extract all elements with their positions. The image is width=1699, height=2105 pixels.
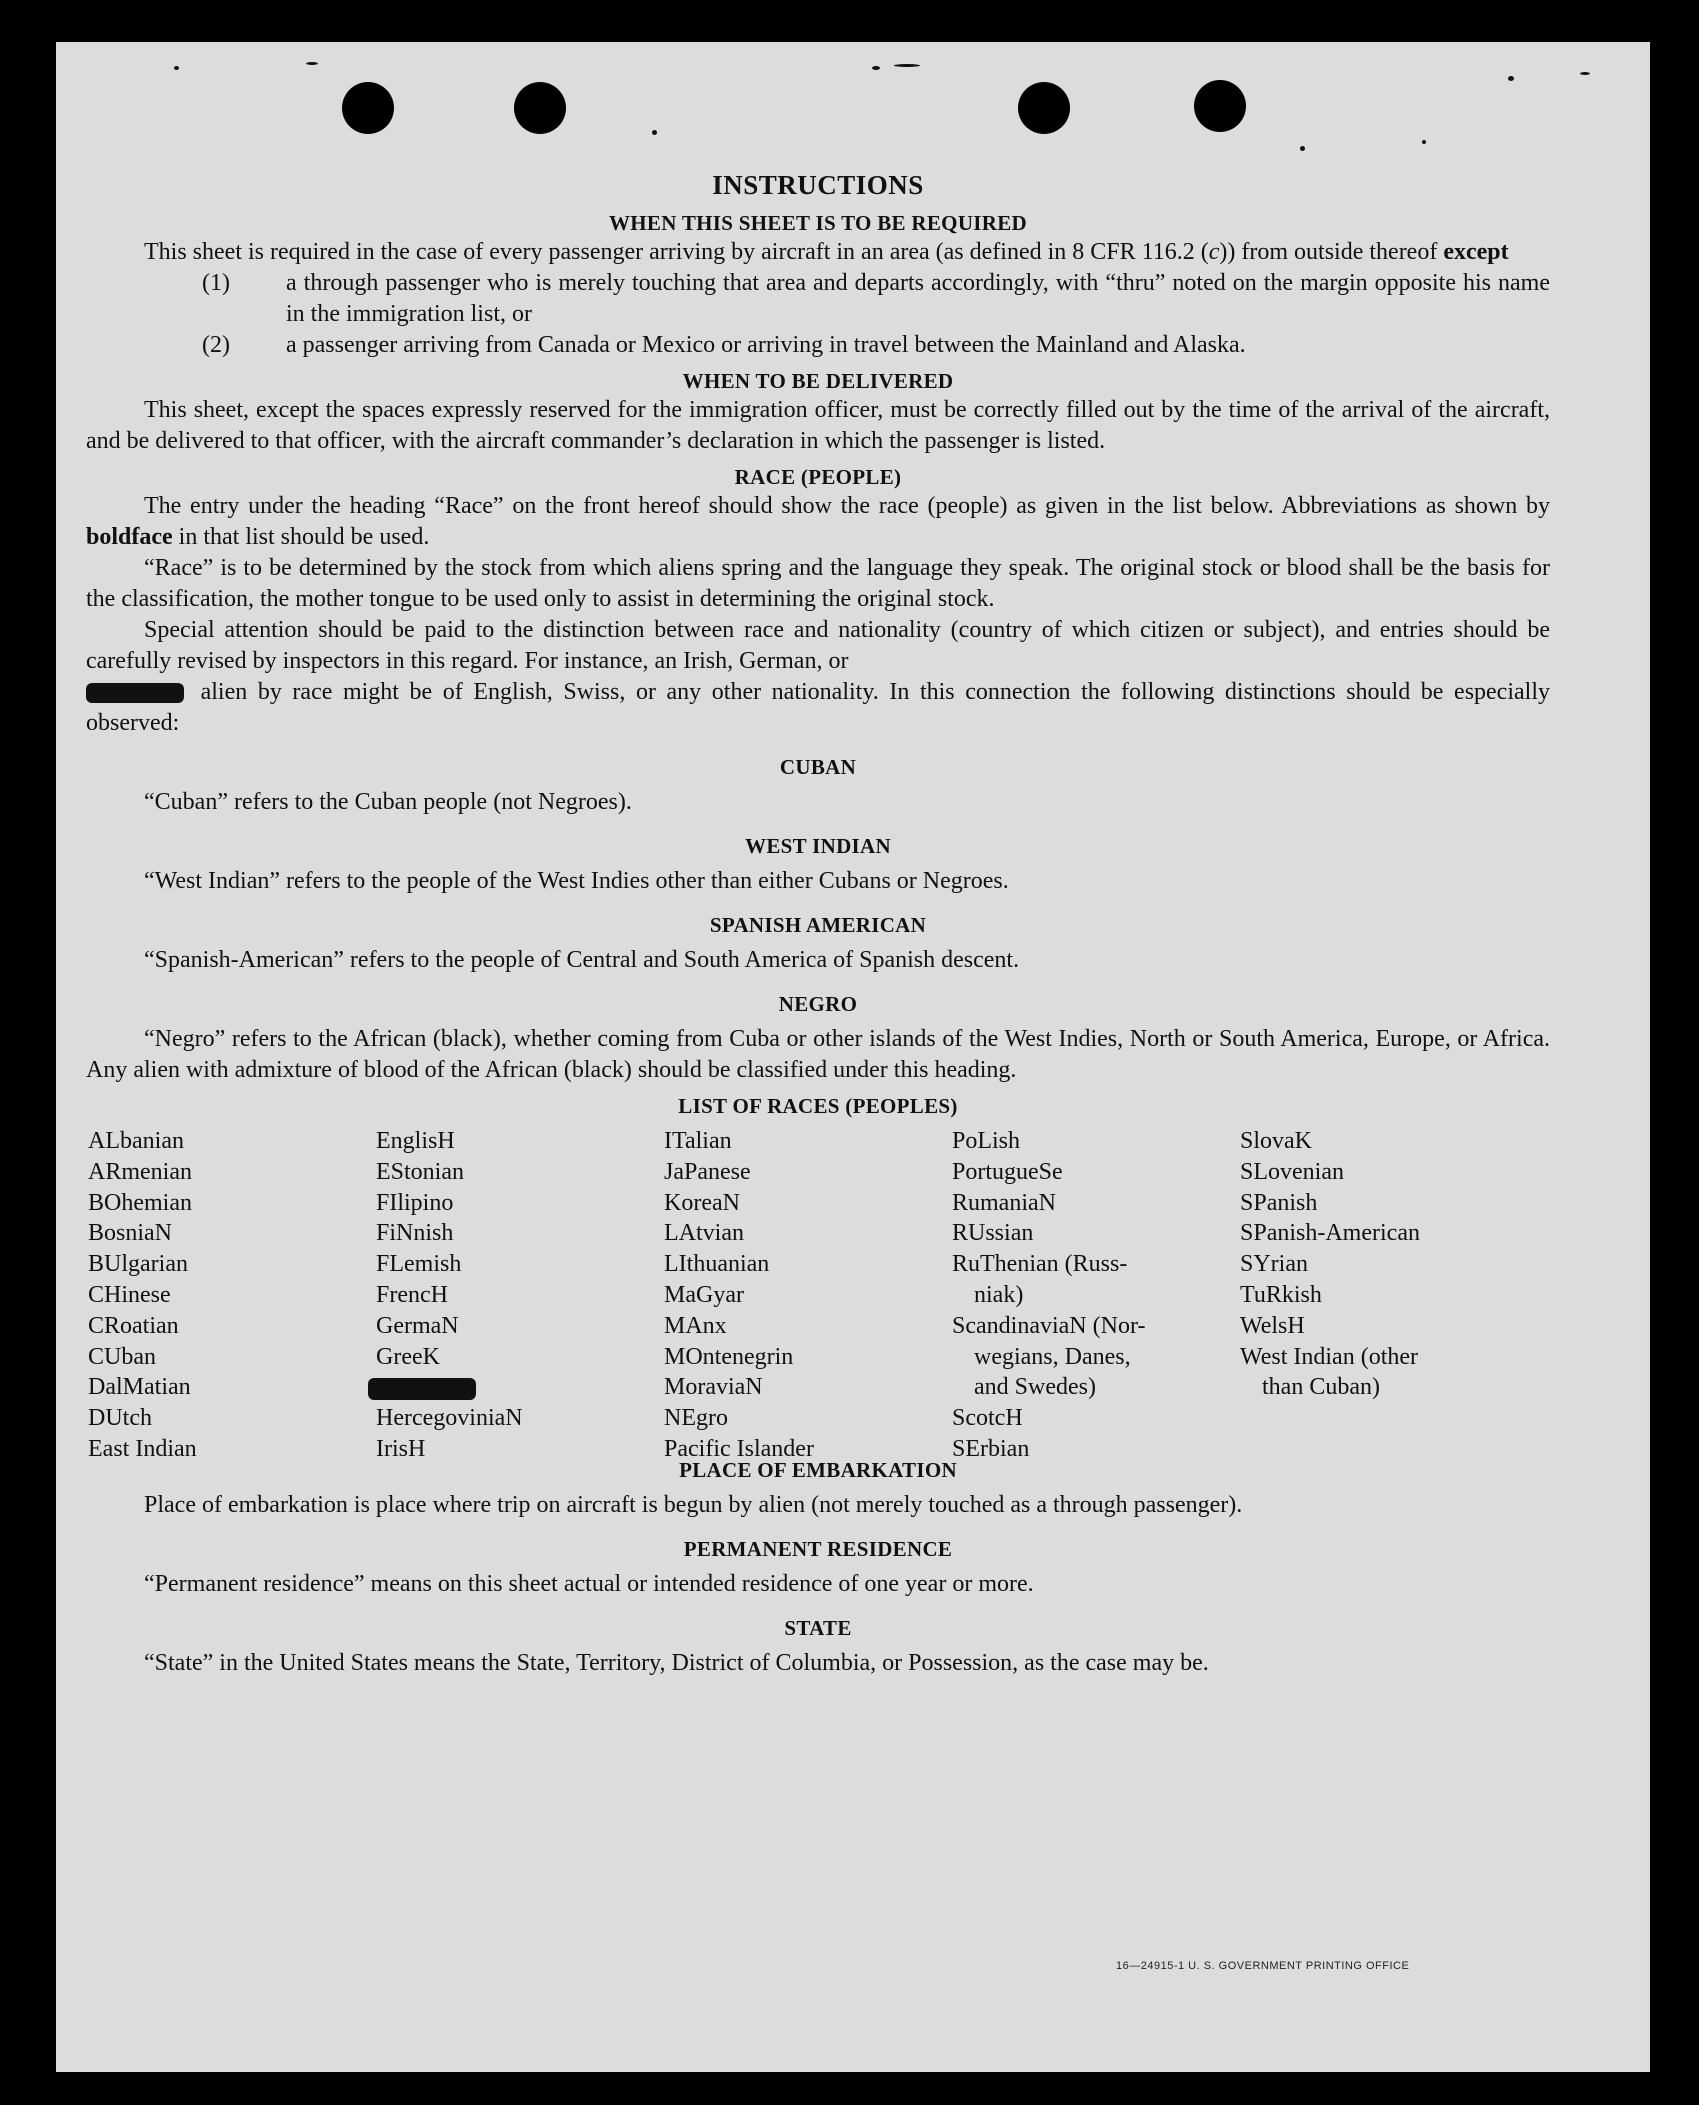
races-column-1 (88, 1126, 197, 1465)
speck (306, 62, 318, 65)
race-entry: FIlipino (376, 1189, 454, 1216)
race-entry: Pacific Islander (664, 1435, 814, 1462)
heading-required: WHEN THIS SHEET IS TO BE REQUIRED (608, 211, 1027, 235)
punch-hole (342, 82, 394, 134)
race-entry: RUssian (952, 1220, 1034, 1247)
race-entry: DUtch (88, 1405, 152, 1432)
race-entry: CRoatian (88, 1312, 179, 1339)
race-entry: MaGyar (664, 1281, 744, 1308)
race-entry: ScandinaviaN (Nor- (952, 1312, 1146, 1339)
race-entry: BUlgarian (88, 1251, 188, 1278)
race-entry: SYrian (1240, 1251, 1308, 1278)
race-entry: East Indian (88, 1435, 197, 1462)
race-entry: PortugueSe (952, 1158, 1063, 1185)
race-entry: FrencH (376, 1281, 448, 1308)
race-entry: MAnx (664, 1312, 727, 1339)
race-entry: JaPanese (664, 1158, 751, 1185)
printer-imprint: 16—24915-1 U. S. GOVERNMENT PRINTING OFFICE (1116, 1960, 1410, 1972)
required-intro: This sheet is required in the case of every passenger arriving by aircraft in an area (as defined in 8 CFR 116.2 (c)) from outside thereof except (144, 239, 1509, 265)
race-entry: GreeK (376, 1343, 440, 1370)
punch-hole (514, 82, 566, 134)
race-entry: FLemish (376, 1251, 462, 1278)
race-entry: LAtvian (664, 1220, 744, 1247)
punch-hole (1194, 80, 1246, 132)
required-item-1: (1) a through passenger who is merely touching that area and departs accordingly, with “thru” noted on the margin opposite his name in the immigration list, or (202, 270, 1550, 327)
race-paragraph-1: The entry under the heading “Race” on the front hereof should show the race (people) as given in the list below. Abbreviations as shown by boldface in that list should be used. (86, 493, 1550, 550)
race-entry: RuThenian (Russ- (952, 1251, 1128, 1278)
race-entry: ScotcH (952, 1405, 1023, 1432)
heading-state: STATE (784, 1616, 852, 1640)
race-entry: EStonian (376, 1158, 464, 1185)
race-entry: MOntenegrin (664, 1343, 794, 1370)
race-paragraph-3: Special attention should be paid to the distinction between race and nationality (country of which citizen or subject), and entries should be carefully revised by inspectors in this regard. For instance, an Irish, German, or alien by race might be of English, Swiss, or any other nationality. In this connection the following distinctions should be especially observed: (86, 617, 1550, 736)
race-entry: ITalian (664, 1128, 732, 1154)
punch-hole (1018, 82, 1070, 134)
race-entry: BOhemian (88, 1189, 192, 1216)
race-entry: IrisH (376, 1435, 426, 1462)
race-entry: BosniaN (88, 1220, 172, 1247)
race-entry: SErbian (952, 1435, 1030, 1462)
race-entry: MoraviaN (664, 1374, 763, 1401)
race-entry: FiNnish (376, 1220, 454, 1247)
heading-delivered: WHEN TO BE DELIVERED (682, 369, 954, 393)
race-entry: GermaN (376, 1312, 459, 1339)
required-item-2: (2) a passenger arriving from Canada or Mexico or arriving in travel between the Mainland and Alaska. (202, 332, 1246, 358)
west-indian-text: “West Indian” refers to the people of the West Indies other than either Cubans or Negroes. (144, 868, 1009, 894)
spanish-american-text: “Spanish-American” refers to the people of Central and South America of Spanish descent. (144, 947, 1020, 973)
race-entry: PoLish (952, 1128, 1021, 1154)
speck (652, 130, 657, 135)
redaction-mark (86, 683, 184, 703)
speck (1300, 146, 1305, 151)
race-entry: ARmenian (88, 1158, 192, 1185)
heading-cuban: CUBAN (779, 755, 857, 779)
heading-residence: PERMANENT RESIDENCE (683, 1537, 953, 1561)
race-entry: SLovenian (1240, 1158, 1344, 1185)
race-entry: DalMatian (88, 1374, 191, 1401)
race-entry-redacted (376, 1372, 523, 1403)
heading-list-of-races: LIST OF RACES (PEOPLES) (678, 1094, 958, 1118)
residence-text: “Permanent residence” means on this sheet actual or intended residence of one year or more. (144, 1571, 1034, 1597)
race-entry: EnglisH (376, 1128, 455, 1154)
document-sheet (56, 42, 1650, 2072)
race-entry-continued: niak) (974, 1281, 1024, 1308)
heading-west-indian: WEST INDIAN (745, 834, 891, 858)
race-entry: SPanish (1240, 1189, 1318, 1216)
heading-spanish-american: SPANISH AMERICAN (709, 913, 927, 937)
speck (1422, 140, 1426, 144)
state-text: “State” in the United States means the State, Territory, District of Columbia, or Possession, as the case may be. (144, 1650, 1209, 1676)
race-entry: WelsH (1240, 1312, 1305, 1339)
race-entry-continued: and Swedes) (974, 1374, 1096, 1401)
negro-text: “Negro” refers to the African (black), whether coming from Cuba or other islands of the West Indies, North or South America, Europe, or Africa. Any alien with admixture of blood of the African (black) should be classified under this heading. (86, 1026, 1550, 1083)
races-list (86, 1126, 1550, 1462)
race-paragraph-2: “Race” is to be determined by the stock from which aliens spring and the language they speak. The original stock or blood shall be the basis for the classification, the mother tongue to be used only to assist in determining the original stock. (86, 555, 1550, 612)
race-entry: CUban (88, 1343, 156, 1370)
speck (1508, 76, 1514, 81)
race-entry: SPanish-American (1240, 1220, 1420, 1247)
race-entry: LIthuanian (664, 1251, 770, 1278)
race-entry: RumaniaN (952, 1189, 1056, 1216)
race-entry-continued: than Cuban) (1262, 1374, 1380, 1401)
races-column-4 (952, 1126, 1145, 1465)
race-entry: ALbanian (88, 1128, 184, 1154)
races-column-3 (664, 1126, 814, 1465)
race-entry: KoreaN (664, 1189, 740, 1216)
speck (1580, 72, 1590, 75)
embarkation-text: Place of embarkation is place where trip on aircraft is begun by alien (not merely touched as a through passenger). (144, 1492, 1243, 1518)
heading-negro: NEGRO (778, 992, 858, 1016)
races-column-5 (1240, 1126, 1420, 1403)
race-entry: TuRkish (1240, 1281, 1322, 1308)
delivered-text: This sheet, except the spaces expressly reserved for the immigration officer, must be correctly filled out by the time of the arrival of the aircraft, and be delivered to that officer, with the aircraft commander’s declaration in which the passenger is listed. (86, 397, 1550, 454)
speck (894, 64, 920, 67)
cuban-text: “Cuban” refers to the Cuban people (not Negroes). (144, 789, 632, 815)
race-entry: CHinese (88, 1281, 171, 1308)
races-column-2 (376, 1126, 523, 1465)
race-entry: West Indian (other (1240, 1343, 1419, 1370)
heading-embarkation: PLACE OF EMBARKATION (679, 1458, 957, 1482)
race-entry-continued: wegians, Danes, (974, 1343, 1131, 1370)
race-entry: SlovaK (1240, 1128, 1312, 1154)
race-entry: HercegoviniaN (376, 1405, 523, 1432)
redaction-mark (368, 1378, 476, 1400)
instructions-content (86, 170, 1550, 1679)
race-entry: NEgro (664, 1405, 728, 1432)
speck (872, 66, 880, 70)
document-title: INSTRUCTIONS (712, 170, 924, 200)
speck (174, 66, 179, 70)
heading-race: RACE (PEOPLE) (734, 465, 902, 489)
